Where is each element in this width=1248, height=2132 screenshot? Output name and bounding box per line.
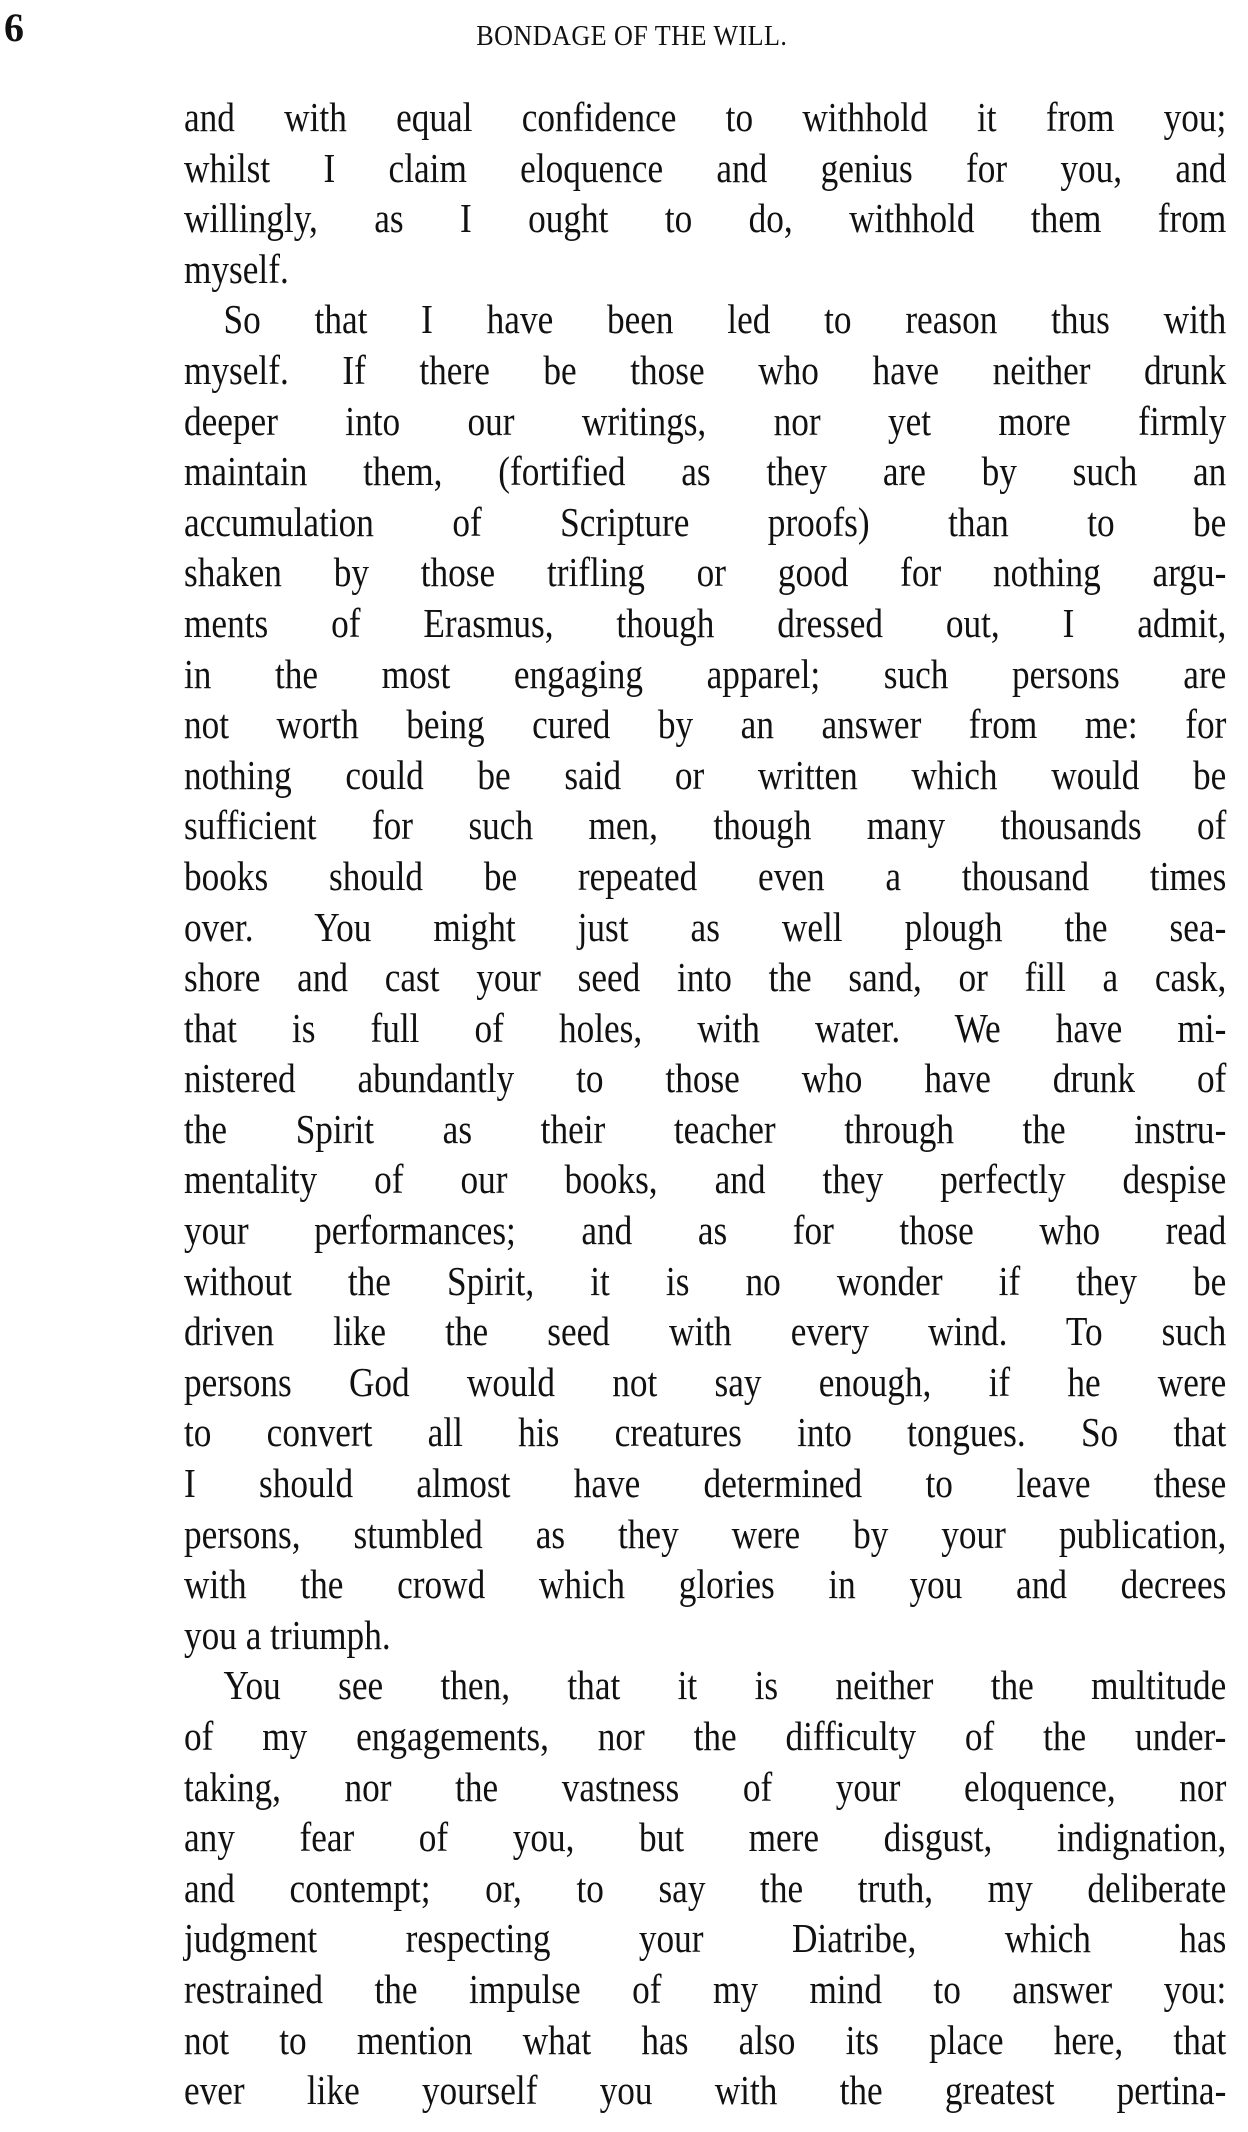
body-text <box>184 92 1226 2116</box>
text-line: you a triumph. <box>184 1611 391 1658</box>
page-number: 6 <box>4 5 24 50</box>
text-line: driven like the seed with every wind. To such <box>184 1308 1227 1355</box>
text-line: maintain them, (fortified as they are by such an <box>184 448 1227 495</box>
text-line: I should almost have determined to leave these <box>184 1460 1227 1507</box>
text-line: shaken by those trifling or good for nothing argu- <box>184 549 1227 596</box>
running-head: BONDAGE OF THE WILL. <box>476 20 788 52</box>
text-line: persons God would not say enough, if he were <box>184 1358 1227 1405</box>
text-line: deeper into our writings, nor yet more firmly <box>184 397 1227 444</box>
text-line: nistered abundantly to those who have drunk of <box>184 1055 1227 1102</box>
text-line: ments of Erasmus, though dressed out, I admit, <box>184 599 1227 646</box>
text-line: the Spirit as their teacher through the instru- <box>184 1105 1227 1152</box>
text-line: mentality of our books, and they perfectly despise <box>184 1156 1227 1203</box>
text-line: whilst I claim eloquence and genius for you, and <box>184 144 1227 191</box>
text-line: any fear of you, but mere disgust, indignation, <box>184 1814 1227 1861</box>
text-line: books should be repeated even a thousand times <box>184 852 1227 899</box>
text-line: myself. If there be those who have neither drunk <box>184 346 1227 393</box>
text-line: to convert all his creatures into tongues. So that <box>184 1409 1227 1456</box>
text-line: and contempt; or, to say the truth, my deliberate <box>184 1864 1227 1911</box>
text-line: willingly, as I ought to do, withhold them from <box>184 195 1227 242</box>
text-line: in the most engaging apparel; such persons are <box>184 650 1227 697</box>
text-line: persons, stumbled as they were by your publication, <box>184 1510 1227 1557</box>
text-line: ever like yourself you with the greatest pertina- <box>184 2067 1227 2114</box>
text-line: over. You might just as well plough the sea- <box>184 903 1227 950</box>
text-line: of my engagements, nor the difficulty of the under- <box>184 1713 1227 1759</box>
text-line: and with equal confidence to withhold it from you; <box>184 94 1227 140</box>
text-line: judgment respecting your Diatribe, which has <box>184 1915 1227 1962</box>
text-line: accumulation of Scripture proofs) than to be <box>184 498 1227 545</box>
text-line: without the Spirit, it is no wonder if they be <box>184 1257 1227 1304</box>
text-line: shore and cast your seed into the sand, or fill a cask, <box>184 954 1227 1001</box>
text-line: not worth being cured by an answer from me: for <box>184 701 1227 748</box>
text-line: taking, nor the vastness of your eloquence, nor <box>184 1763 1227 1810</box>
text-line: restrained the impulse of my mind to answer you: <box>184 1965 1227 2012</box>
text-line: that is full of holes, with water. We have mi- <box>184 1004 1227 1051</box>
text-line: nothing could be said or written which would be <box>184 751 1227 798</box>
text-line: sufficient for such men, though many thousands of <box>184 802 1227 849</box>
text-line: not to mention what has also its place here, that <box>184 2016 1227 2063</box>
text-line: with the crowd which glories in you and decrees <box>184 1561 1227 1608</box>
paragraph-first-line: So that I have been led to reason thus with <box>223 296 1227 343</box>
text-line: myself. <box>184 245 289 292</box>
paragraph-first-line: You see then, that it is neither the multitude <box>223 1662 1227 1709</box>
text-line: your performances; and as for those who read <box>184 1207 1227 1254</box>
